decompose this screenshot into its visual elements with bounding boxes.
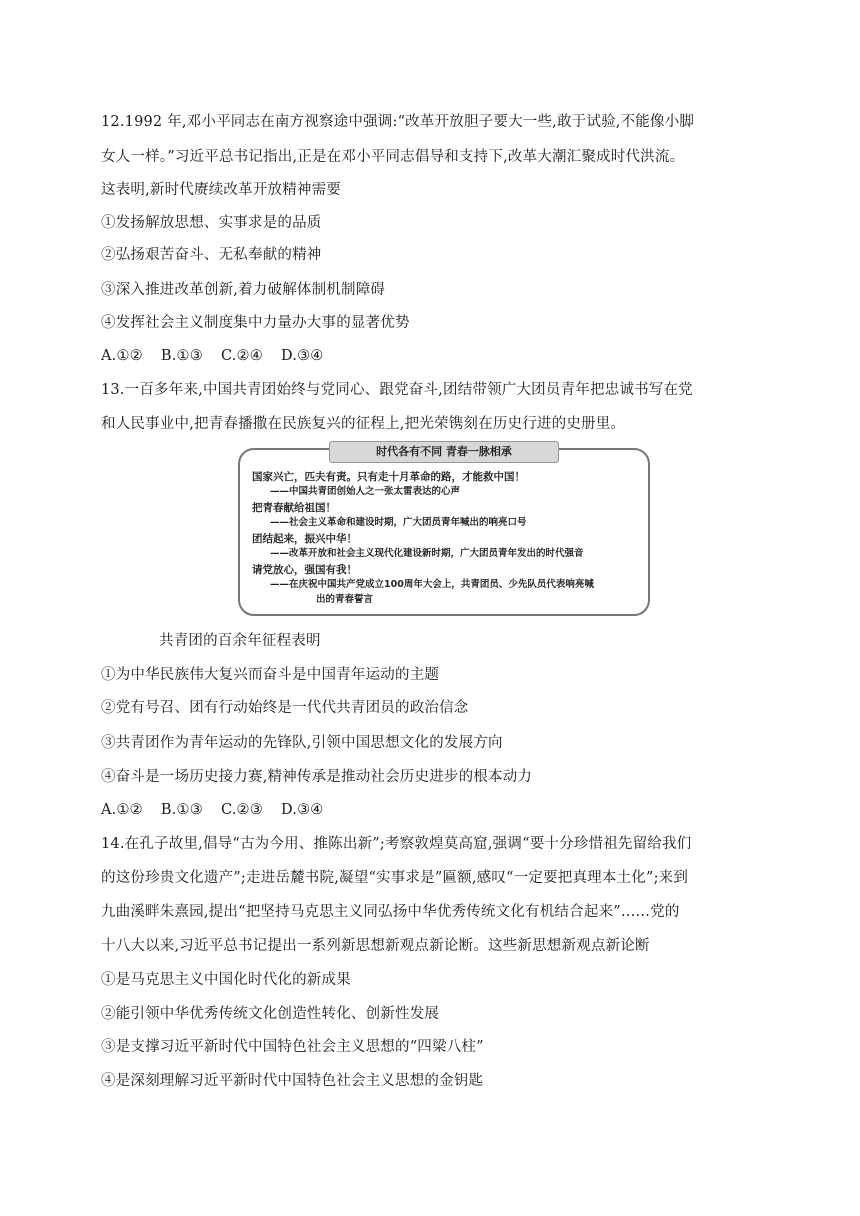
figure-quote-3: 团结起来，振兴中华！ xyxy=(252,533,357,545)
q13-item-3: ③共青团作为青年运动的先锋队,引领中国思想文化的发展方向 xyxy=(101,735,503,751)
q13-option-d: D.③④ xyxy=(280,802,324,818)
q14-stem-line-4: 十八大以来,习近平总书记提出一系列新思想新观点新论断。这些新思想新观点新论断 xyxy=(101,938,650,954)
q13-question: 共青团的百余年征程表明 xyxy=(159,633,321,649)
q13-figure xyxy=(238,445,650,616)
q12-item-1: ①发扬解放思想、实事求是的品质 xyxy=(101,215,322,231)
q13-option-a: A.①② xyxy=(101,802,143,818)
q12-item-4: ④发挥社会主义制度集中力量办大事的显著优势 xyxy=(101,315,410,331)
q13-option-c: C.②③ xyxy=(220,802,263,818)
q14-item-3: ③是支撑习近平新时代中国特色社会主义思想的“四梁八柱” xyxy=(101,1039,484,1055)
q14-stem-line-1: 14.在孔子故里,倡导“古为今用、推陈出新”;考察敦煌莫高窟,强调“要十分珍惜祖先留给我们 xyxy=(101,836,692,852)
q13-item-4: ④奋斗是一场历史接力赛,精神传承是推动社会历史进步的根本动力 xyxy=(101,769,533,785)
figure-quote-2: 把青春献给祖国！ xyxy=(252,502,336,514)
q13-item-1: ①为中华民族伟大复兴而奋斗是中国青年运动的主题 xyxy=(101,667,440,683)
q13-option-b: B.①③ xyxy=(160,802,203,818)
figure-source-4: ——在庆祝中国共产党成立100周年大会上，共青团员、少先队员代表响亮喊 xyxy=(270,579,594,590)
figure-source-3: ——改革开放和社会主义现代化建设新时期，广大团员青年发出的时代强音 xyxy=(270,548,584,559)
q12-option-a: A.①② xyxy=(101,348,143,364)
figure-source-4-cont: 出的青春誓言 xyxy=(316,594,374,605)
q12-options xyxy=(101,346,342,366)
figure-title: 时代各有不同 青春一脉相承 xyxy=(329,441,559,463)
q13-stem-line-2: 和人民事业中,把青春播撒在民族复兴的征程上,把光荣镌刻在历史行进的史册里。 xyxy=(101,416,626,432)
q13-item-2: ②党有号召、团有行动始终是一代代共青团员的政治信念 xyxy=(101,700,469,716)
q12-stem-line-2: 女人一样。”习近平总书记指出,正是在邓小平同志倡导和支持下,改革大潮汇聚成时代洪流。 xyxy=(101,149,685,165)
q14-item-1: ①是马克思主义中国化时代化的新成果 xyxy=(101,972,351,988)
q12-item-3: ③深入推进改革创新,着力破解体制机制障碍 xyxy=(101,282,386,298)
q12-stem-line-1: 12.1992 年,邓小平同志在南方视察途中强调:“改革开放胆子要大一些,敢于试验,不能像小脚 xyxy=(101,114,695,130)
q14-stem-line-2: 的这份珍贵文化遗产”;走进岳麓书院,凝望“实事求是”匾额,感叹“一定要把真理本土化”;来到 xyxy=(101,870,689,886)
q13-options xyxy=(101,800,342,820)
q14-item-4: ④是深刻理解习近平新时代中国特色社会主义思想的金钥匙 xyxy=(101,1073,484,1089)
q12-option-b: B.①③ xyxy=(160,348,203,364)
figure-source-1: ——中国共青团创始人之一张太雷表达的心声 xyxy=(270,486,461,497)
q12-option-d: D.③④ xyxy=(280,348,324,364)
q12-option-c: C.②④ xyxy=(220,348,263,364)
figure-quote-1: 国家兴亡，匹夫有责。只有走十月革命的路，才能救中国！ xyxy=(252,471,525,483)
q14-item-2: ②能引领中华优秀传统文化创造性转化、创新性发展 xyxy=(101,1006,440,1022)
figure-quote-4: 请党放心，强国有我！ xyxy=(252,564,357,576)
q14-stem-line-3: 九曲溪畔朱熹园,提出“把坚持马克思主义同弘扬中华优秀传统文化有机结合起来”……党的 xyxy=(101,904,680,920)
q13-stem-line-1: 13.一百多年来,中国共青团始终与党同心、跟党奋斗,团结带领广大团员青年把忠诚书写在党 xyxy=(101,382,693,398)
q12-stem-line-3: 这表明,新时代赓续改革开放精神需要 xyxy=(101,182,342,198)
q12-item-2: ②弘扬艰苦奋斗、无私奉献的精神 xyxy=(101,247,322,263)
figure-source-2: ——社会主义革命和建设时期，广大团员青年喊出的响亮口号 xyxy=(270,517,527,528)
